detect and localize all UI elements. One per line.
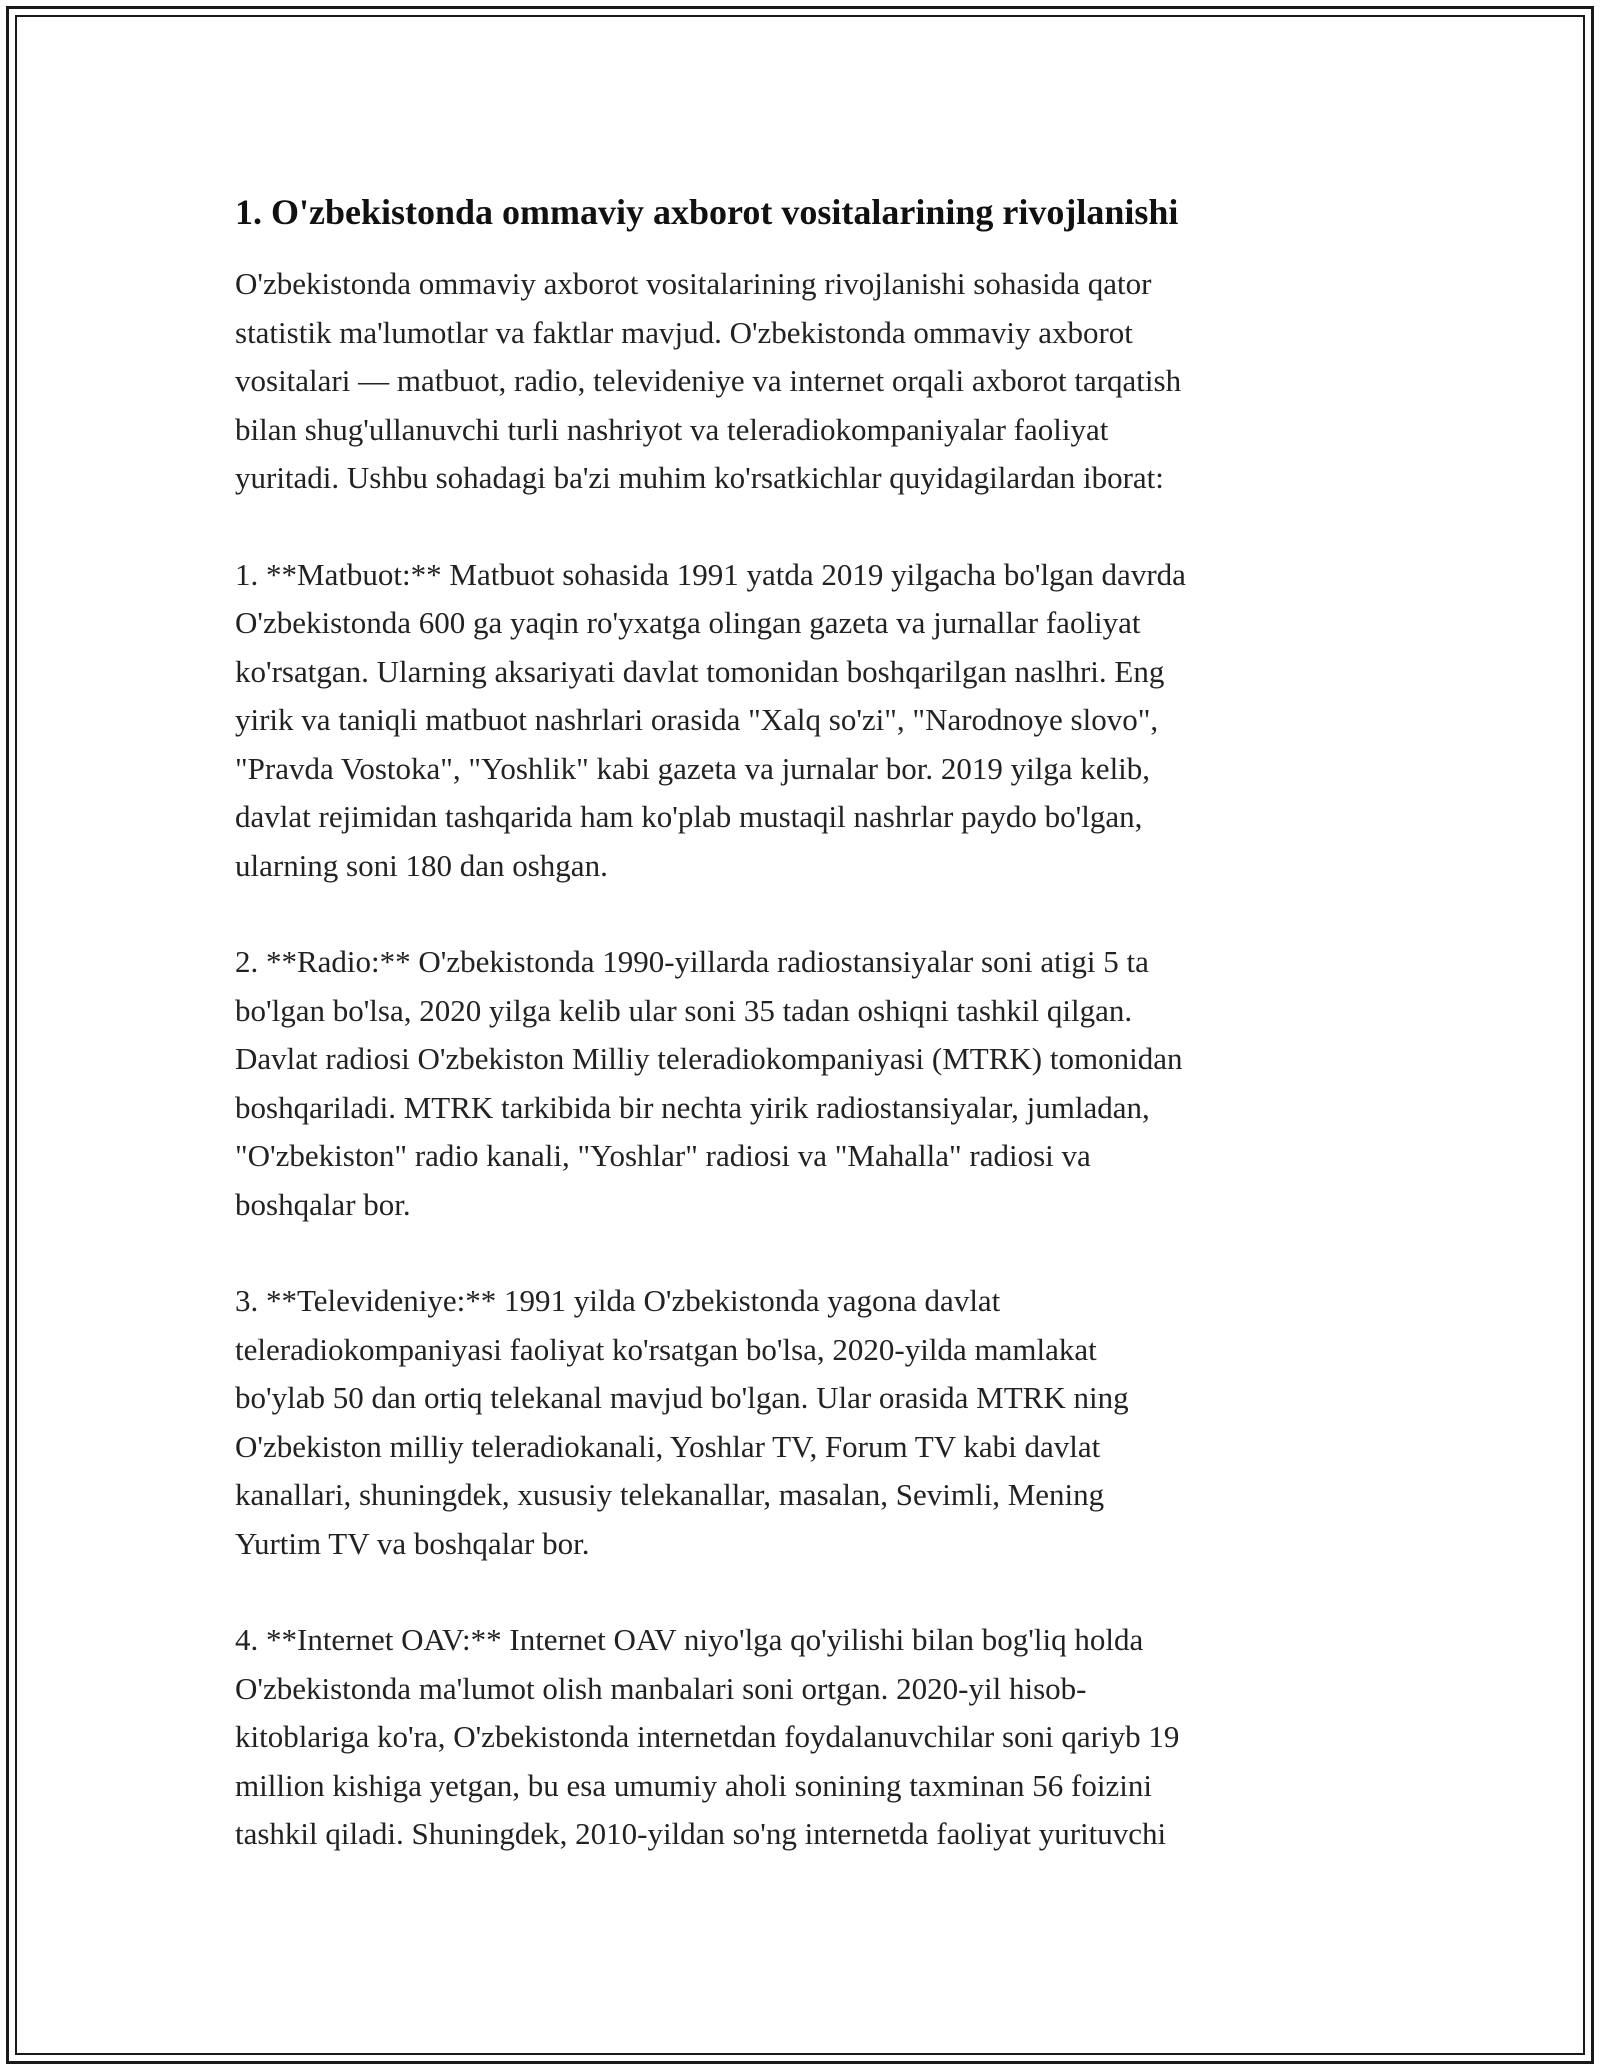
press-paragraph: 1. **Matbuot:** Matbuot sohasida 1991 yatda 2019 yilgacha bo'lgan davrda O'zbekistonda 600 ga yaqin ro'yxatga olingan gazeta va jurnallar faoliyat ko'rsatgan. Ularning aksariyati davlat tomonidan boshqarilgan naslhri. Eng yirik va taniqli matbuot nashrlari orasida "Xalq so'zi", "Narodnoye slovo", "Pravda Vostoka", "Yoshlik" kabi gazeta va jurnalar bor. 2019 yilga kelib, davlat rejimidan tashqarida ham ko'plab mustaqil nashrlar paydo bo'lgan, ularning soni 180 dan oshgan.: [235, 556, 1186, 883]
document-body: [235, 188, 1375, 1907]
radio-paragraph: 2. **Radio:** O'zbekistonda 1990-yillarda radiostansiyalar soni atigi 5 ta bo'lgan bo'lsa, 2020 yilga kelib ular soni 35 tadan oshiqni tashkil qilgan. Davlat radiosi O'zbekiston Milliy teleradiokompaniyasi (MTRK) tomonidan boshqariladi. MTRK tarkibida bir nechta yirik radiostansiyalar, jumladan, "O'zbekiston" radio kanali, "Yoshlar" radiosi va "Mahalla" radiosi va boshqalar bor.: [235, 944, 1183, 1222]
television-paragraph: 3. **Televideniye:** 1991 yilda O'zbekistonda yagona davlat teleradiokompaniyasi faoliyat ko'rsatgan bo'lsa, 2020-yilda mamlakat bo'ylab 50 dan ortiq telekanal mavjud bo'lgan. Ular orasida MTRK ning O'zbekiston milliy teleradiokanali, Yoshlar TV, Forum TV kabi davlat kanallari, shuningdek, xususiy telekanallar, masalan, Sevimli, Mening Yurtim TV va boshqalar bor.: [235, 1283, 1129, 1561]
internet-media-paragraph: 4. **Internet OAV:** Internet OAV niyo'lga qo'yilishi bilan bog'liq holda O'zbekistonda ma'lumot olish manbalari soni ortgan. 2020-yil hisob- kitoblariga ko'ra, O'zbekistonda internetdan foydalanuvchilar soni qariyb 19 million kishiga yetgan, bu esa umumiy aholi sonining taxminan 56 foizini tashkil qiladi. Shuningdek, 2010-yildan so'ng internetda faoliyat yurituvchi: [235, 1622, 1180, 1851]
document-title: 1. O'zbekistonda ommaviy axborot vositalarining rivojlanishi: [235, 192, 1179, 232]
intro-paragraph: O'zbekistonda ommaviy axborot vositalarining rivojlanishi sohasida qator statistik ma'lumotlar va faktlar mavjud. O'zbekistonda ommaviy axborot vositalari — matbuot, radio, televideniye va internet orqali axborot tarqatish bilan shug'ullanuvchi turli nashriyot va teleradiokompaniyalar faoliyat yuritadi. Ushbu sohadagi ba'zi muhim ko'rsatkichlar quyidagilardan iborat:: [235, 266, 1182, 495]
